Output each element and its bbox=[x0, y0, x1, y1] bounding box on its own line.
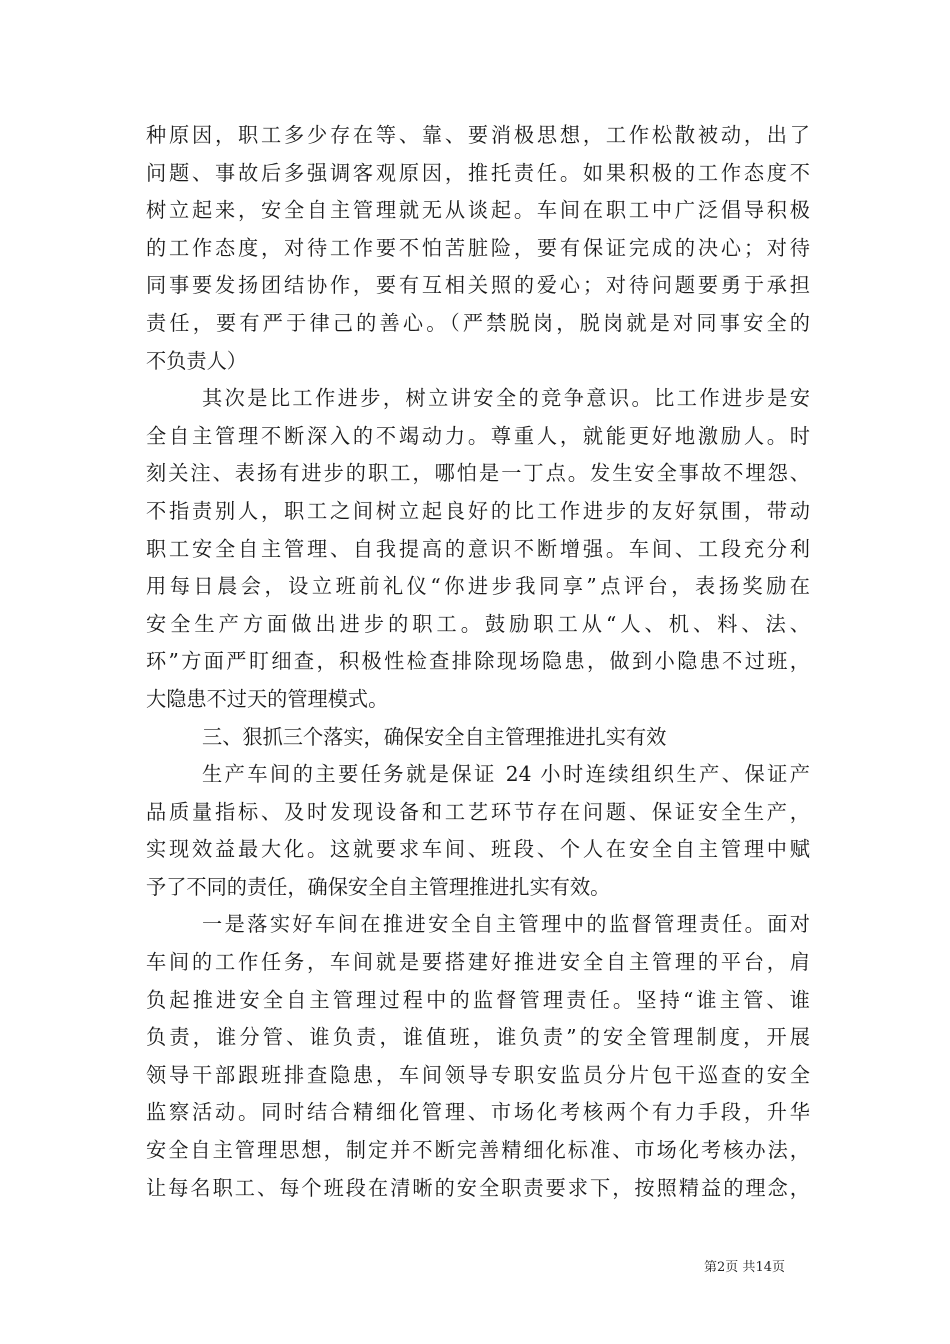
text-line: 全自主管理不断深入的不竭动力。尊重人，就能更好地激励人。时 bbox=[146, 423, 810, 448]
text-line: 环”方面严盯细查，积极性检查排除现场隐患，做到小隐患不过班， bbox=[146, 649, 810, 674]
text-line: 安全生产方面做出进步的职工。鼓励职工从“人、机、料、法、 bbox=[146, 611, 810, 636]
text-line: 树立起来，安全自主管理就无从谈起。车间在职工中广泛倡导积极 bbox=[146, 198, 810, 223]
text-line: 其次是比工作进步，树立讲安全的竞争意识。比工作进步是安 bbox=[202, 386, 810, 411]
text-line: 的工作态度，对待工作要不怕苦脏险，要有保证完成的决心；对待 bbox=[146, 235, 810, 260]
text-line: 同事要发扬团结协作，要有互相关照的爱心；对待问题要勇于承担 bbox=[146, 273, 810, 298]
text-line: 三、狠抓三个落实，确保安全自主管理推进扎实有效 bbox=[202, 724, 667, 749]
text-line: 负起推进安全自主管理过程中的监督管理责任。坚持“谁主管、谁 bbox=[146, 987, 810, 1012]
text-line: 责任，要有严于律己的善心。（严禁脱岗，脱岗就是对同事安全的 bbox=[146, 310, 810, 335]
text-line: 领导干部跟班排查隐患，车间领导专职安监员分片包干巡查的安全 bbox=[146, 1062, 810, 1087]
text-line: 用每日晨会，设立班前礼仪“你进步我同享”点评台，表扬奖励在 bbox=[146, 574, 810, 599]
text-line: 安全自主管理思想，制定并不断完善精细化标准、市场化考核办法， bbox=[146, 1138, 810, 1163]
text-line: 不指责别人，职工之间树立起良好的比工作进步的友好氛围，带动 bbox=[146, 498, 810, 523]
text-line: 种原因，职工多少存在等、靠、要消极思想，工作松散被动，出了 bbox=[146, 123, 810, 147]
text-line: 车间的工作任务，车间就是要搭建好推进安全自主管理的平台，肩 bbox=[146, 950, 810, 975]
text-line: 品质量指标、及时发现设备和工艺环节存在问题、保证安全生产， bbox=[146, 799, 810, 824]
text-line: 监察活动。同时结合精细化管理、市场化考核两个有力手段，升华 bbox=[146, 1100, 810, 1125]
text-line: 大隐患不过天的管理模式。 bbox=[146, 686, 389, 711]
footer-current-page: 2 bbox=[717, 1260, 726, 1275]
footer-suffix: 页 bbox=[771, 1260, 785, 1275]
text-line: 予了不同的责任，确保安全自主管理推进扎实有效。 bbox=[146, 874, 611, 899]
footer-prefix: 第 bbox=[704, 1260, 718, 1275]
page-number-footer bbox=[704, 1260, 824, 1276]
text-line: 让每名职工、每个班段在清晰的安全职责要求下，按照精益的理念， bbox=[146, 1175, 810, 1200]
document-body bbox=[146, 117, 810, 1207]
text-line: 实现效益最大化。这就要求车间、班段、个人在安全自主管理中赋 bbox=[146, 837, 810, 862]
footer-total-pages: 14 bbox=[755, 1260, 772, 1275]
text-line: 一是落实好车间在推进安全自主管理中的监督管理责任。面对 bbox=[202, 912, 810, 937]
text-line: 职工安全自主管理、自我提高的意识不断增强。车间、工段充分利 bbox=[146, 536, 810, 561]
footer-middle: 页 共 bbox=[725, 1260, 756, 1275]
text-line: 问题、事故后多强调客观原因，推托责任。如果积极的工作态度不 bbox=[146, 160, 810, 185]
text-line: 生产车间的主要任务就是保证 24 小时连续组织生产、保证产 bbox=[202, 762, 810, 787]
text-line: 不负责人） bbox=[146, 348, 247, 373]
text-line: 刻关注、表扬有进步的职工，哪怕是一丁点。发生安全事故不埋怨、 bbox=[146, 461, 810, 486]
text-line: 负责，谁分管、谁负责，谁值班，谁负责”的安全管理制度，开展 bbox=[146, 1025, 810, 1050]
